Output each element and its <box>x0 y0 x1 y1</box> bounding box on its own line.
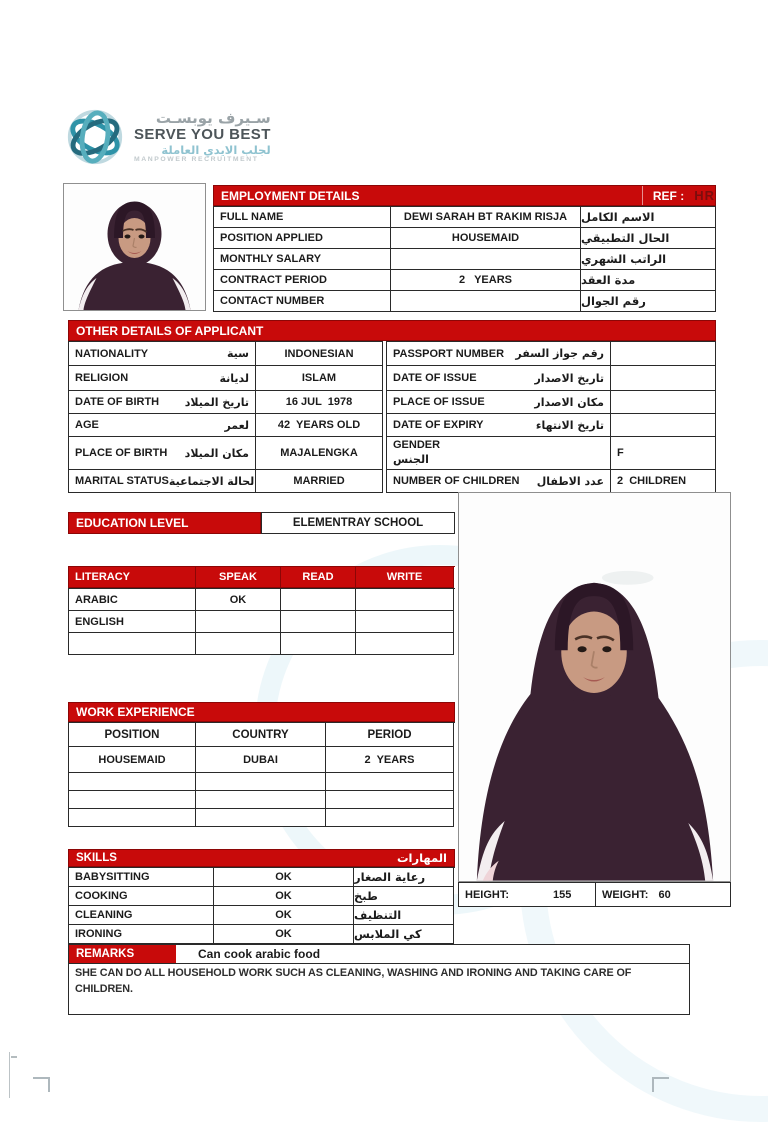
remarks-header <box>69 945 176 963</box>
literacy-header: LITERACY <box>69 567 196 588</box>
literacy-write <box>356 633 454 655</box>
other-details-title: OTHER DETAILS OF APPLICANT <box>76 323 264 338</box>
remarks-section <box>68 944 690 1015</box>
field-value: 42 YEARS OLD <box>256 414 383 437</box>
skill-value: OK <box>214 925 354 944</box>
literacy-write <box>356 611 454 633</box>
literacy-read <box>281 633 356 655</box>
literacy-language: ARABIC <box>69 589 196 611</box>
ref-group <box>642 186 715 205</box>
work-country <box>196 791 326 809</box>
literacy-write <box>356 589 454 611</box>
field-label: CONTRACT PERIOD <box>214 270 391 291</box>
skill-label-arabic: التنظيف <box>354 906 454 925</box>
field-label: FULL NAME <box>214 207 391 228</box>
employment-details-title: EMPLOYMENT DETAILS <box>221 188 360 203</box>
skill-label: IRONING <box>69 925 214 944</box>
work-experience-title: WORK EXPERIENCE <box>76 705 195 719</box>
work-col-header: POSITION <box>69 723 196 747</box>
work-position <box>69 809 196 827</box>
field-label: MONTHLY SALARY <box>214 249 391 270</box>
skill-value: OK <box>214 887 354 906</box>
field-value <box>391 249 581 270</box>
literacy-read <box>281 611 356 633</box>
work-position: HOUSEMAID <box>69 747 196 773</box>
skills-title: SKILLS <box>76 852 117 864</box>
height-cell <box>459 883 596 907</box>
field-value: DEWI SARAH BT RAKIM RISJA <box>391 207 581 228</box>
field-value: F <box>611 437 716 470</box>
literacy-header: READ <box>281 567 356 588</box>
work-period <box>326 809 454 827</box>
logo-arabic-title: سـيرف يوبسـت <box>155 108 271 127</box>
work-experience-table <box>68 722 455 827</box>
remarks-body: SHE CAN DO ALL HOUSEHOLD WORK SUCH AS CLEANING, WASHING AND IRONING AND TAKING CARE OF CHILDREN. <box>75 967 632 995</box>
field-value: 2 CHILDREN <box>611 470 716 493</box>
field-label: DATE OF ISSUE <box>393 372 477 384</box>
applicant-photo-small <box>63 183 206 311</box>
work-period <box>326 773 454 791</box>
work-col-header: COUNTRY <box>196 723 326 747</box>
field-label-arabic: الاسم الكامل <box>581 207 716 228</box>
scan-artifact-dash <box>11 1056 17 1058</box>
field-value: ISLAM <box>256 366 383 391</box>
skill-value: OK <box>214 868 354 887</box>
logo-arabic-subtitle: لجلب الايدي العاملة <box>161 142 271 157</box>
employment-details-table <box>213 206 716 312</box>
field-value <box>611 366 716 391</box>
literacy-speak: OK <box>196 589 281 611</box>
weight-value: 60 <box>658 888 671 901</box>
field-label-arabic: رقم الجوال <box>581 291 716 312</box>
field-label: RELIGION <box>75 372 129 384</box>
agency-logo-icon <box>64 106 126 168</box>
field-value: MARRIED <box>256 470 383 493</box>
field-label: GENDER <box>393 439 441 452</box>
skill-label: CLEANING <box>69 906 214 925</box>
measurements-table <box>458 882 731 907</box>
field-value: 16 JUL 1978 <box>256 391 383 414</box>
agency-logo <box>64 106 271 168</box>
scan-artifact-corner-right <box>652 1077 669 1092</box>
field-label-arabic: مكان الميلاد <box>184 446 249 460</box>
skill-label: COOKING <box>69 887 214 906</box>
scan-artifact-line <box>9 1052 10 1098</box>
skill-label-arabic: رعاية الصغار <box>354 868 454 887</box>
field-label: PLACE OF BIRTH <box>75 447 168 459</box>
logo-subtitle: MANPOWER RECRUITMENT <box>134 156 259 164</box>
skill-value: OK <box>214 906 354 925</box>
education-level-header <box>68 512 261 534</box>
field-label-arabic: سية <box>227 347 249 360</box>
scan-artifact-corner-left <box>33 1077 50 1092</box>
field-label-arabic: مدة العقد <box>581 270 716 291</box>
literacy-read <box>281 589 356 611</box>
work-period <box>326 791 454 809</box>
literacy-speak <box>196 633 281 655</box>
field-label-arabic: مكان الاصدار <box>534 395 604 409</box>
field-label: MARITAL STATUS <box>75 475 169 487</box>
field-label: NUMBER OF CHILDREN <box>393 475 520 487</box>
skill-label-arabic: طبخ <box>354 887 454 906</box>
work-position <box>69 791 196 809</box>
height-label: HEIGHT: <box>465 888 509 901</box>
work-position <box>69 773 196 791</box>
work-period: 2 YEARS <box>326 747 454 773</box>
work-country: DUBAI <box>196 747 326 773</box>
field-label-arabic: لديانة <box>219 371 249 385</box>
other-details-header <box>68 320 716 341</box>
field-label-arabic: لعمر <box>224 418 249 432</box>
literacy-table <box>68 566 455 655</box>
literacy-header: SPEAK <box>196 567 281 588</box>
field-value <box>611 342 716 366</box>
field-label-arabic: الحال التطبيقي <box>581 228 716 249</box>
work-country <box>196 773 326 791</box>
remarks-label: REMARKS <box>76 948 135 960</box>
field-label: DATE OF BIRTH <box>75 396 160 408</box>
field-label: PLACE OF ISSUE <box>393 396 485 408</box>
field-label: PASSPORT NUMBER <box>393 347 505 360</box>
field-value: INDONESIAN <box>256 342 383 366</box>
skills-table <box>68 867 455 944</box>
field-label: CONTACT NUMBER <box>214 291 391 312</box>
field-label-arabic: تاريخ الاصدار <box>534 371 604 385</box>
field-value: MAJALENGKA <box>256 437 383 470</box>
work-country <box>196 809 326 827</box>
applicant-photo-large <box>458 492 731 882</box>
education-level-label: EDUCATION LEVEL <box>76 516 189 530</box>
literacy-speak <box>196 611 281 633</box>
other-details-left-table <box>68 341 383 493</box>
field-label: POSITION APPLIED <box>214 228 391 249</box>
ref-label: REF : <box>652 188 685 203</box>
literacy-header: WRITE <box>356 567 454 588</box>
height-value: 155 <box>553 888 572 901</box>
field-value <box>391 291 581 312</box>
field-label-arabic: تاريخ الانتهاء <box>535 418 604 432</box>
field-label-arabic: رقم جواز السفر <box>515 347 604 360</box>
field-label-arabic: تاريخ الميلاد <box>184 395 249 409</box>
field-value <box>611 391 716 414</box>
weight-label: WEIGHT: <box>602 888 649 901</box>
remarks-title: Can cook arabic food <box>198 947 321 961</box>
field-value <box>611 414 716 437</box>
education-level-value: ELEMENTRAY SCHOOL <box>261 512 455 534</box>
field-label-arabic: عدد الاطفال <box>536 474 604 488</box>
field-value: HOUSEMAID <box>391 228 581 249</box>
logo-title: SERVE YOU BEST <box>134 125 271 143</box>
field-label: DATE OF EXPIRY <box>393 419 484 431</box>
weight-cell <box>596 883 731 907</box>
skill-label: BABYSITTING <box>69 868 214 887</box>
employment-details-header <box>213 185 716 206</box>
skills-title-arabic: المهارات <box>397 851 447 865</box>
work-experience-header <box>68 702 455 722</box>
work-col-header: PERIOD <box>326 723 454 747</box>
skills-header <box>68 849 455 867</box>
skill-label-arabic: كي الملابس <box>354 925 454 944</box>
field-label: AGE <box>75 419 99 431</box>
literacy-language <box>69 633 196 655</box>
field-label-arabic: الجنس <box>393 453 429 466</box>
applicant-portrait-illustration <box>64 184 205 310</box>
other-details-right-table <box>386 341 716 493</box>
field-label-arabic: الراتب الشهري <box>581 249 716 270</box>
field-label-arabic: لحالة الاجتماعية <box>168 474 255 488</box>
field-value: 2 YEARS <box>391 270 581 291</box>
applicant-portrait-illustration <box>459 493 730 881</box>
literacy-language: ENGLISH <box>69 611 196 633</box>
ref-value: HR <box>694 188 715 203</box>
field-label: NATIONALITY <box>75 347 149 360</box>
